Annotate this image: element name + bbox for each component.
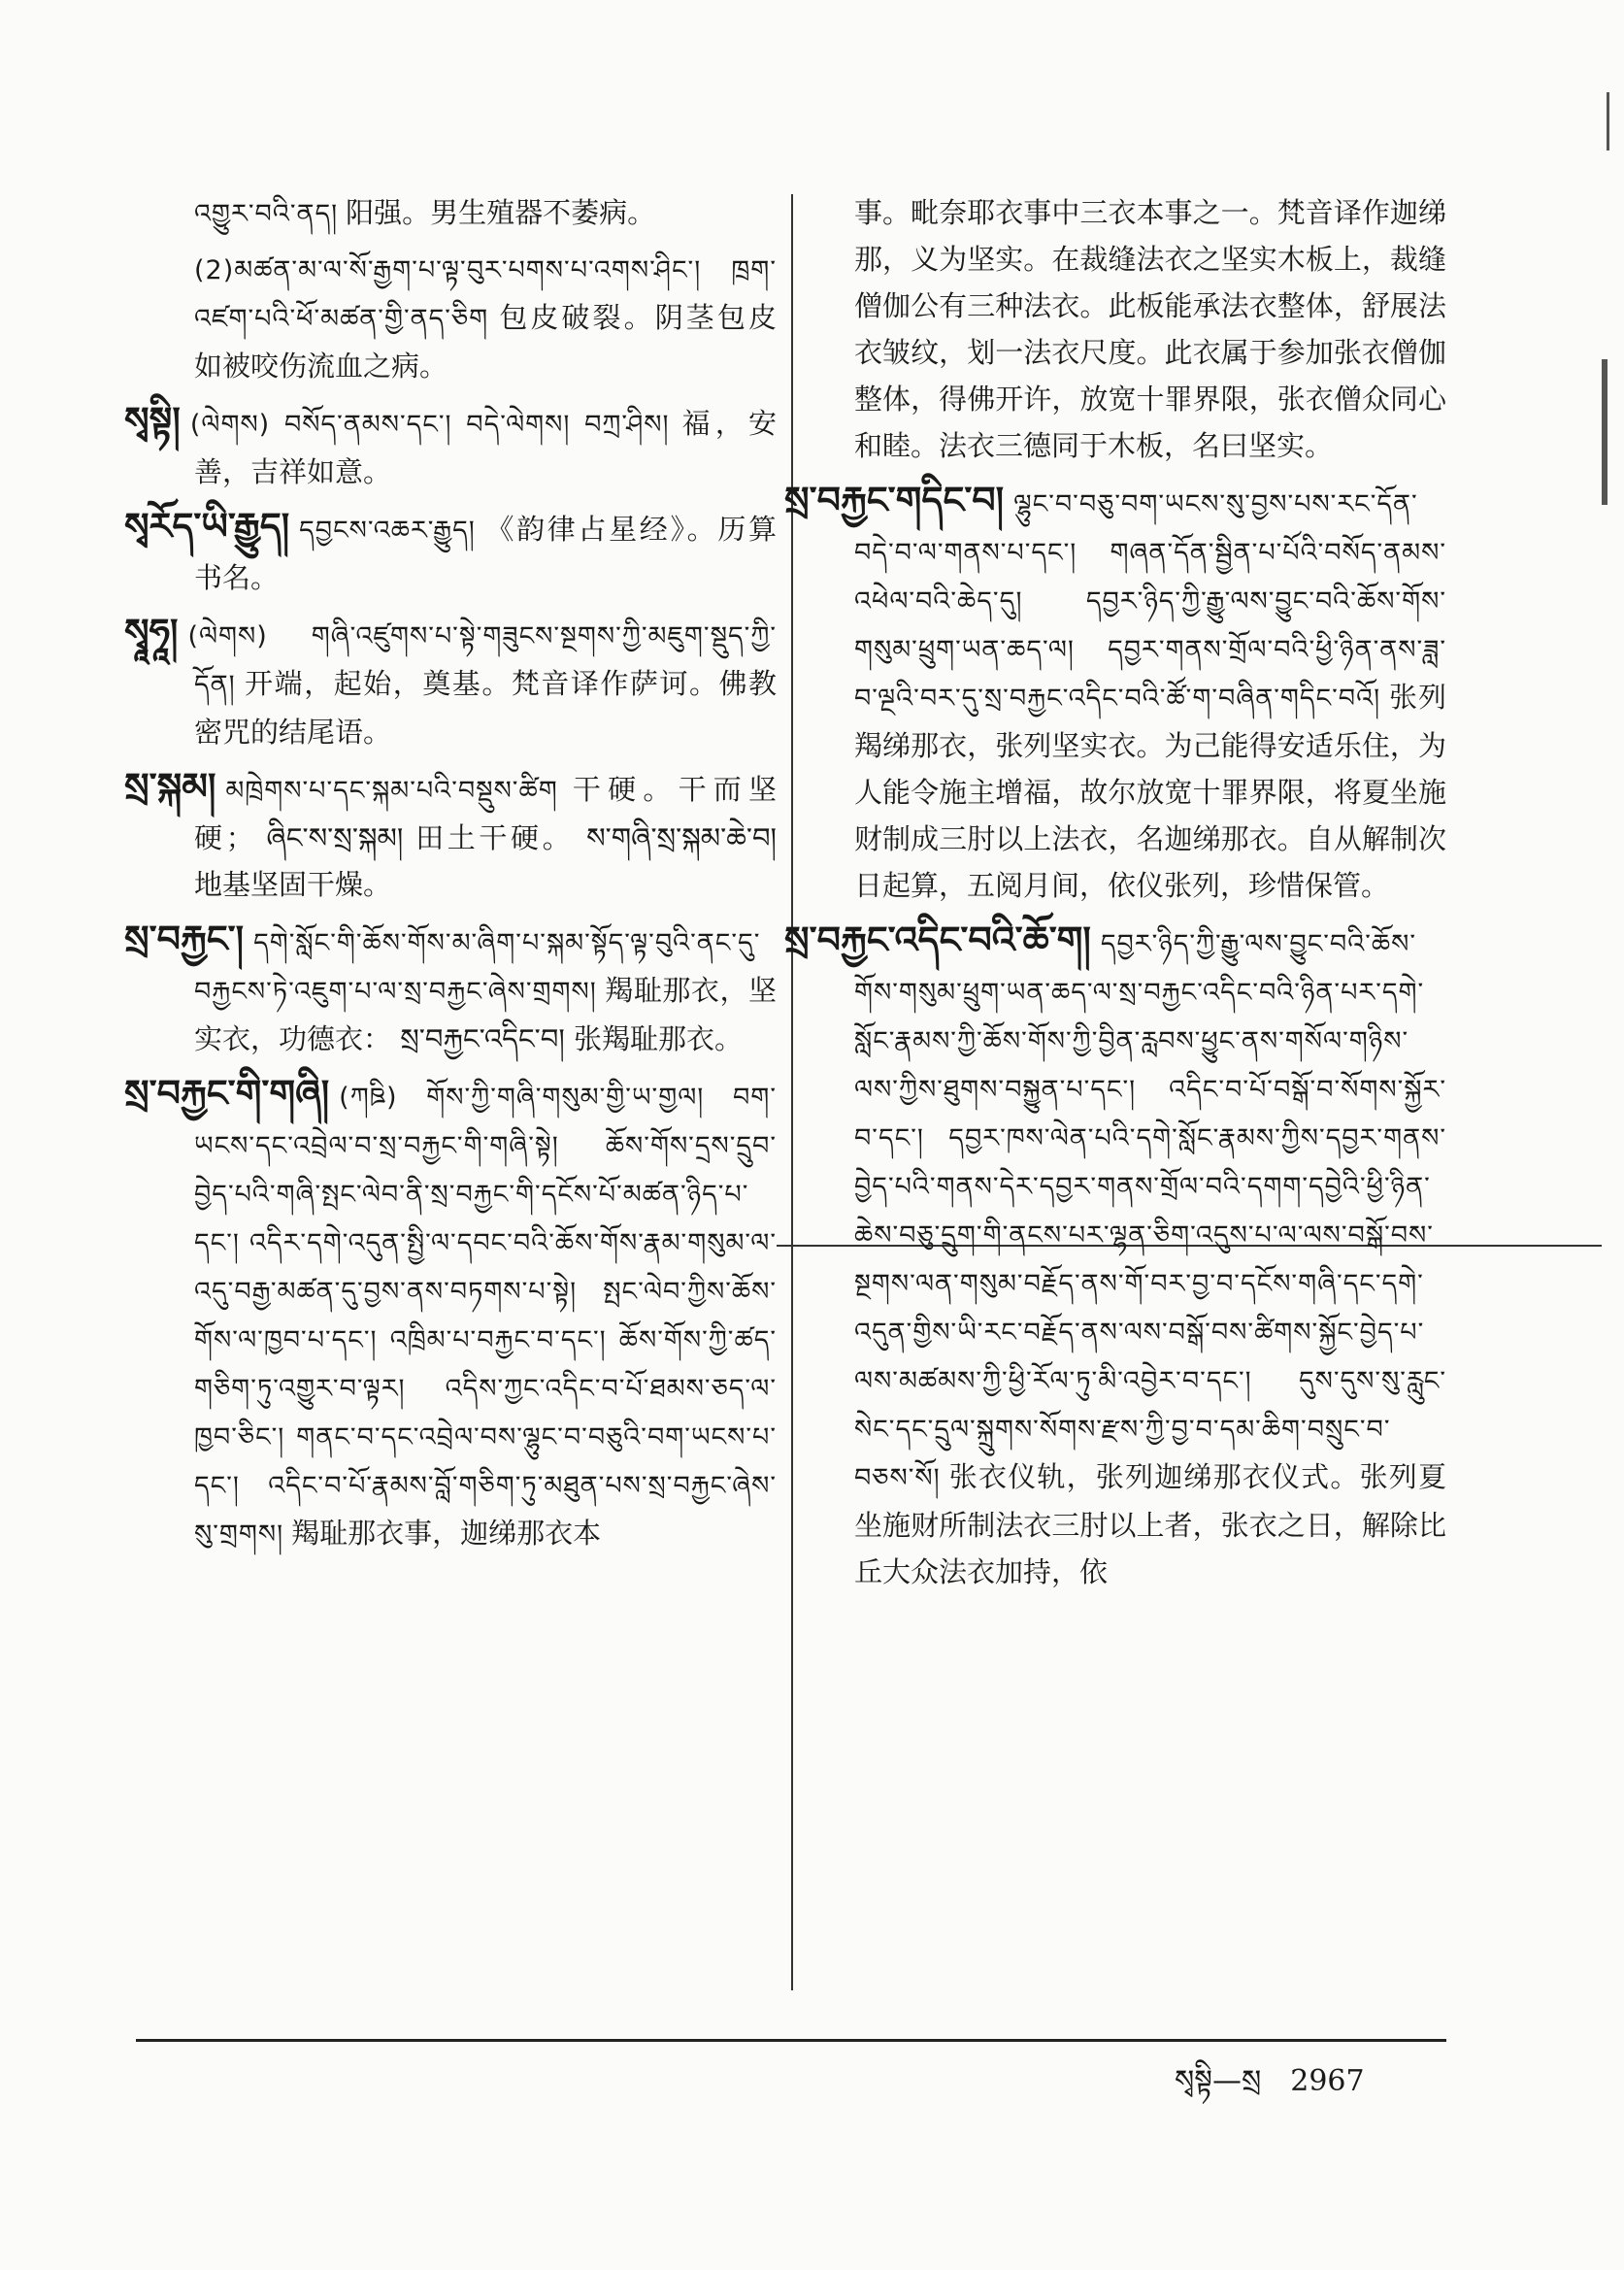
entry-headword: སྲ་བརྐྱང་གདིང་བ། — [784, 479, 1005, 521]
entry-tibetan: དབྱར་ཉིད་ཀྱི་རྒྱུ་ལས་བྱུང་བའི་ཆོས་གོས་གསུམ་ཕྲུག་ཡན་ཆད་ལ་སྲ་བརྐྱང་འདིང་བའི་ཉིན་པར་དགེ་སློང་རྣམས་ཀྱི་ཆོས་གོས་ཀྱི་བྱིན་རླབས་ཕྱུང་ནས་གསོལ་གཉིས་ལས་ཀྱིས་ཐུགས་བསྐྱུན་པ་དང་། འདིང་བ་པོ་བསྒོ་བ་སོགས་སྐྱོར་བ་དང་། དབྱར་ཁས་ལེན་པའི་དགེ་སློང་རྣམས་ཀྱིས་དབྱར་གནས་བྱེད་པའི་གནས་དེར་དབྱར་གནས་གྲོལ་བའི་དགག་དབྱེའི་ཕྱི་ཉིན་ཆེས་བཅུ་དྲུག་གི་ནངས་པར་ལྷན་ཅིག་འདུས་པ་ལ་ལས་བསྒོ་བས་སྔགས་ལན་གསུམ་བརྗོད་ནས་གོ་བར་བྱ་བ་དངོས་གཞི་དང་དགེ་འདུན་གྱིས་ཡི་རང་བརྗོད་ནས་ལས་བསྒོ་བས་ཚིགས་སྐྱོང་བྱེད་པ་ལས་མཚམས་ཀྱི་ཕྱི་རོལ་ཏུ་མི་འབྱེར་བ་དང་། དུས་དུས་སུ་རླུང་སེང་དང་དྲུལ་སྐྲུགས་སོགས་རྫས་ཀྱི་བྱ་བ་དམ་ཆིག་བསྲུང་བ་བཅས་སོ། — [854, 929, 1446, 1493]
entry-headword: སྭཱཧཱ། — [124, 611, 179, 653]
entry — [124, 609, 777, 755]
running-head: སྭསྟི—སྲ — [1175, 2064, 1262, 2098]
entry — [124, 503, 777, 601]
scan-edge-mark — [1607, 92, 1609, 150]
right-column — [784, 189, 1446, 1603]
entry — [784, 477, 1446, 909]
entry-headword: སྲ་སྐམ། — [124, 765, 216, 808]
entry-chinese: 干硬。干而坚硬； ཞིང་ས་སྲ་སྐམ། 田土干硬。 ས་གཞི་སྲ་སྐམ་ཆེ་བ། 地基坚固干燥。 — [194, 773, 777, 901]
entry — [784, 917, 1446, 1595]
entry-tibetan: (ཀཋི) གོས་ཀྱི་གཞི་གསུམ་གྱི་ཡ་གྱལ། བག་ཡངས་དང་འབྲེལ་བ་སྲ་བརྐྱང་གི་གཞི་སྟེ། ཆོས་གོས་དྲས་དྲུབ་བྱེད་པའི་གཞི་སྤང་ལེབ་ནི་སྲ་བརྐྱང་གི་དངོས་པོ་མཚན་ཉིད་པ་དང་། འདིར་དགེ་འདུན་སྤྱི་ལ་དབང་བའི་ཆོས་གོས་རྣམ་གསུམ་ལ་འདུ་བརྒྱ་མཚན་དུ་བྱས་ནས་བཏགས་པ་སྟེ། སྤང་ལེབ་ཀྱིས་ཆོས་གོས་ལ་ཁྱབ་པ་དང་། འཁྲིམ་པ་བརྐྱང་བ་དང་། ཆོས་གོས་ཀྱི་ཚད་གཅིག་ཏུ་འགྱུར་བ་ལྟར། འདིས་ཀྱང་འདིང་བ་པོ་ཐམས་ཅད་ལ་ཁྱབ་ཅིང་། གནང་བ་དང་འབྲེལ་བས་ལྷུང་བ་བཅུའི་བག་ཡངས་པ་དང་། འདིང་བ་པོ་རྣམས་བློ་གཅིག་ཏུ་མཐུན་པས་སྲ་བརྐྱང་ཞེས་སུ་གྲགས། — [194, 1083, 777, 1550]
entry-chinese: 开端，起始，奠基。梵音译作萨诃。佛教密咒的结尾语。 — [194, 667, 777, 749]
entry-tibetan: མཁྲེགས་པ་དང་སྐམ་པའི་བསྡུས་ཚིག — [225, 776, 558, 806]
bottom-rule — [136, 2039, 1446, 2042]
left-column — [124, 189, 777, 1566]
page-footer — [1175, 2049, 1365, 2130]
entry-tibetan: འགྱུར་བའི་ནད། — [194, 199, 339, 229]
column-divider — [791, 194, 793, 1990]
entry — [194, 189, 777, 238]
entry-headword: སྭསྟི། — [124, 399, 181, 442]
entry-headword: སྲ་བརྐྱང་། — [124, 918, 245, 960]
entry — [124, 916, 777, 1062]
entry — [854, 189, 1446, 469]
entry-tibetan: (2)མཚན་མ་ལ་སོ་རྒྱག་པ་ལྟ་བུར་པགས་པ་འགས་ཤིང་། ཁྲག་འཛག་པའི་ཕོ་མཚན་གྱི་ནད་ཅིག — [194, 255, 777, 334]
entry-chinese: 羯耻那衣，坚实衣，功德衣： སྲ་བརྐྱང་འདིང་བ། 张羯耻那衣。 — [194, 974, 777, 1055]
entry-chinese: 《韵律占星经》。历算书名。 — [194, 513, 777, 594]
scan-edge-mark — [1602, 359, 1607, 505]
entry-chinese: 事。毗奈耶衣事中三衣本事之一。梵音译作迦绨那，义为坚实。在裁缝法衣之坚实木板上，裁缝僧伽公有三种法衣。此板能承法衣整体，舒展法衣皱纹，划一法衣尺度。此衣属于参加张衣僧伽整体，得佛开许，放宽十罪界限，张衣僧众同心和睦。法衣三德同于木板，名曰坚实。 — [854, 196, 1446, 462]
entry — [194, 246, 777, 389]
entry-tibetan: དབྱངས་འཆར་རྒྱུད། — [299, 516, 476, 546]
entry-chinese: 包皮破裂。阴茎包皮如被咬伤流血之病。 — [194, 301, 777, 383]
entry — [124, 763, 777, 908]
entry-tibetan: (ལེགས) གཞི་འཛུགས་པ་སྟེ་གཟུངས་སྔགས་ཀྱི་མཇུག་སྡུད་ཀྱི་དོན། — [187, 621, 777, 700]
entry-tibetan: ལྷུང་བ་བཅུ་བག་ཡངས་སུ་བྱས་པས་རང་དོན་བདེ་བ་ལ་གནས་པ་དང་། གཞན་དོན་སྦྱིན་པ་པོའི་བསོད་ནམས་འཕེལ་བའི་ཆེད་དུ། དབྱར་ཉིད་ཀྱི་རྒྱུ་ལས་བྱུང་བའི་ཆོས་གོས་གསུམ་ཕྲུག་ཡན་ཆད་ལ། དབྱར་གནས་གྲོལ་བའི་ཕྱི་ཉིན་ནས་ཟླ་བ་ལྔའི་བར་དུ་སྲ་བརྐྱང་འདིང་བའི་ཚོ་ག་བཞིན་གདིང་བའོ། — [854, 489, 1446, 714]
entry-chinese: 阳强。男生殖器不萎病。 — [346, 196, 656, 229]
entry-chinese: 福，安善，吉祥如意。 — [194, 407, 777, 488]
entry-headword: སྲ་བརྐྱང་གི་གཞི། — [124, 1072, 330, 1115]
entry — [124, 397, 777, 495]
entry-headword: སྭརོད་ཡི་རྒྱུད། — [124, 505, 290, 548]
entry-headword: སྲ་བརྐྱང་འདིང་བའི་ཆོ་ག། — [784, 918, 1091, 961]
entry-tibetan: (ལེགས) བསོད་ནམས་དང་། བདེ་ལེགས། བཀྲ་ཤིས། — [189, 410, 670, 440]
entry-chinese: 羯耻那衣事，迦绨那衣本 — [291, 1517, 602, 1550]
page-number: 2967 — [1290, 2064, 1365, 2098]
entry — [124, 1070, 777, 1558]
entry-tibetan: དགེ་སློང་གི་ཆོས་གོས་མ་ཞིག་པ་སྐམ་སྟོད་ལྟ་བུའི་ནང་དུ་བརྐྱངས་ཏེ་འཇུག་པ་ལ་སྲ་བརྐྱང་ཞེས་གྲགས། — [194, 928, 761, 1007]
entry-chinese: 张列羯绨那衣，张列坚实衣。为己能得安适乐住，为人能令施主增福，故尔放宽十罪界限，将夏坐施财制成三肘以上法衣，名迦绨那衣。自从解制次日起算，五阅月间，依仪张列，珍惜保管。 — [854, 681, 1446, 902]
entry-chinese: 张衣仪轨，张列迦绨那衣仪式。张列夏坐施财所制法衣三肘以上者，张衣之日，解除比丘大众法衣加持，依 — [854, 1460, 1446, 1588]
